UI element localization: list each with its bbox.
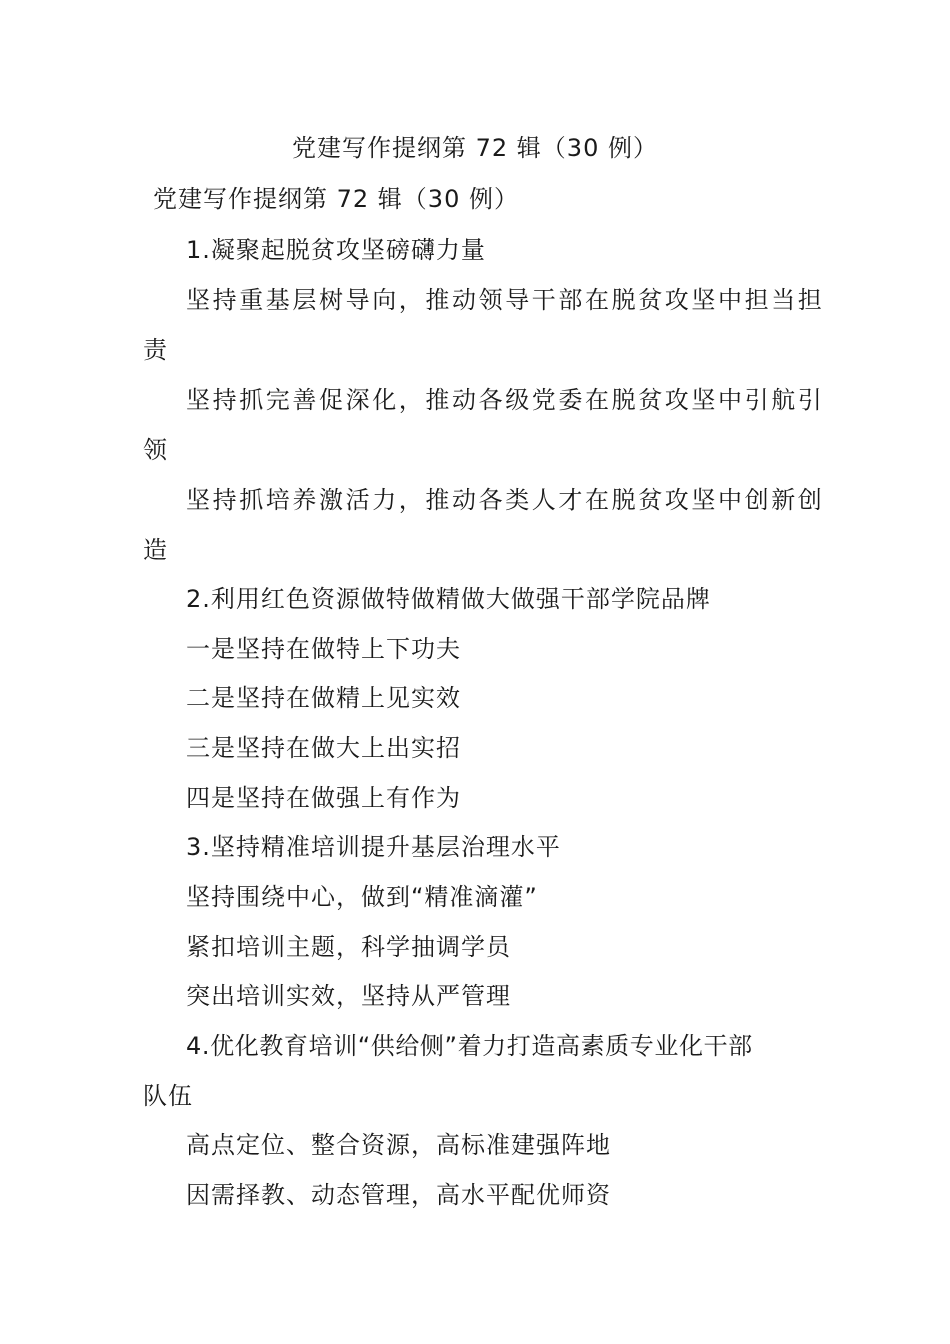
paragraph-line: 二是坚持在做精上见实效: [186, 684, 461, 712]
paragraph-line: 队伍: [143, 1082, 193, 1110]
paragraph-line: 高点定位、整合资源，高标准建强阵地: [186, 1131, 611, 1159]
paragraph-line: 一是坚持在做特上下功夫: [186, 635, 461, 663]
paragraph-line: 因需择教、动态管理，高水平配优师资: [186, 1181, 611, 1209]
paragraph-line: 责: [143, 336, 168, 364]
section-heading-4: 4.优化教育培训“供给侧”着力打造高素质专业化干部: [186, 1032, 753, 1060]
paragraph-line: 坚持抓完善促深化，推动各级党委在脱贫攻坚中引航引: [186, 386, 825, 414]
paragraph-line: 四是坚持在做强上有作为: [186, 784, 461, 812]
paragraph-line: 三是坚持在做大上出实招: [186, 734, 461, 762]
paragraph-line: 领: [143, 436, 168, 464]
document-title: 党建写作提纲第 72 辑（30 例）: [292, 134, 658, 162]
paragraph-line: 造: [143, 536, 168, 564]
paragraph-line: 紧扣培训主题，科学抽调学员: [186, 933, 511, 961]
section-heading-2: 2.利用红色资源做特做精做大做强干部学院品牌: [186, 585, 711, 613]
section-heading-1: 1.凝聚起脱贫攻坚磅礴力量: [186, 236, 486, 264]
paragraph-line: 坚持围绕中心，做到“精准滴灌”: [186, 883, 538, 911]
paragraph-line: 突出培训实效，坚持从严管理: [186, 982, 511, 1010]
section-heading-3: 3.坚持精准培训提升基层治理水平: [186, 833, 561, 861]
document-subtitle: 党建写作提纲第 72 辑（30 例）: [153, 185, 519, 213]
paragraph-line: 坚持重基层树导向，推动领导干部在脱贫攻坚中担当担: [186, 286, 825, 314]
paragraph-line: 坚持抓培养激活力，推动各类人才在脱贫攻坚中创新创: [186, 486, 825, 514]
